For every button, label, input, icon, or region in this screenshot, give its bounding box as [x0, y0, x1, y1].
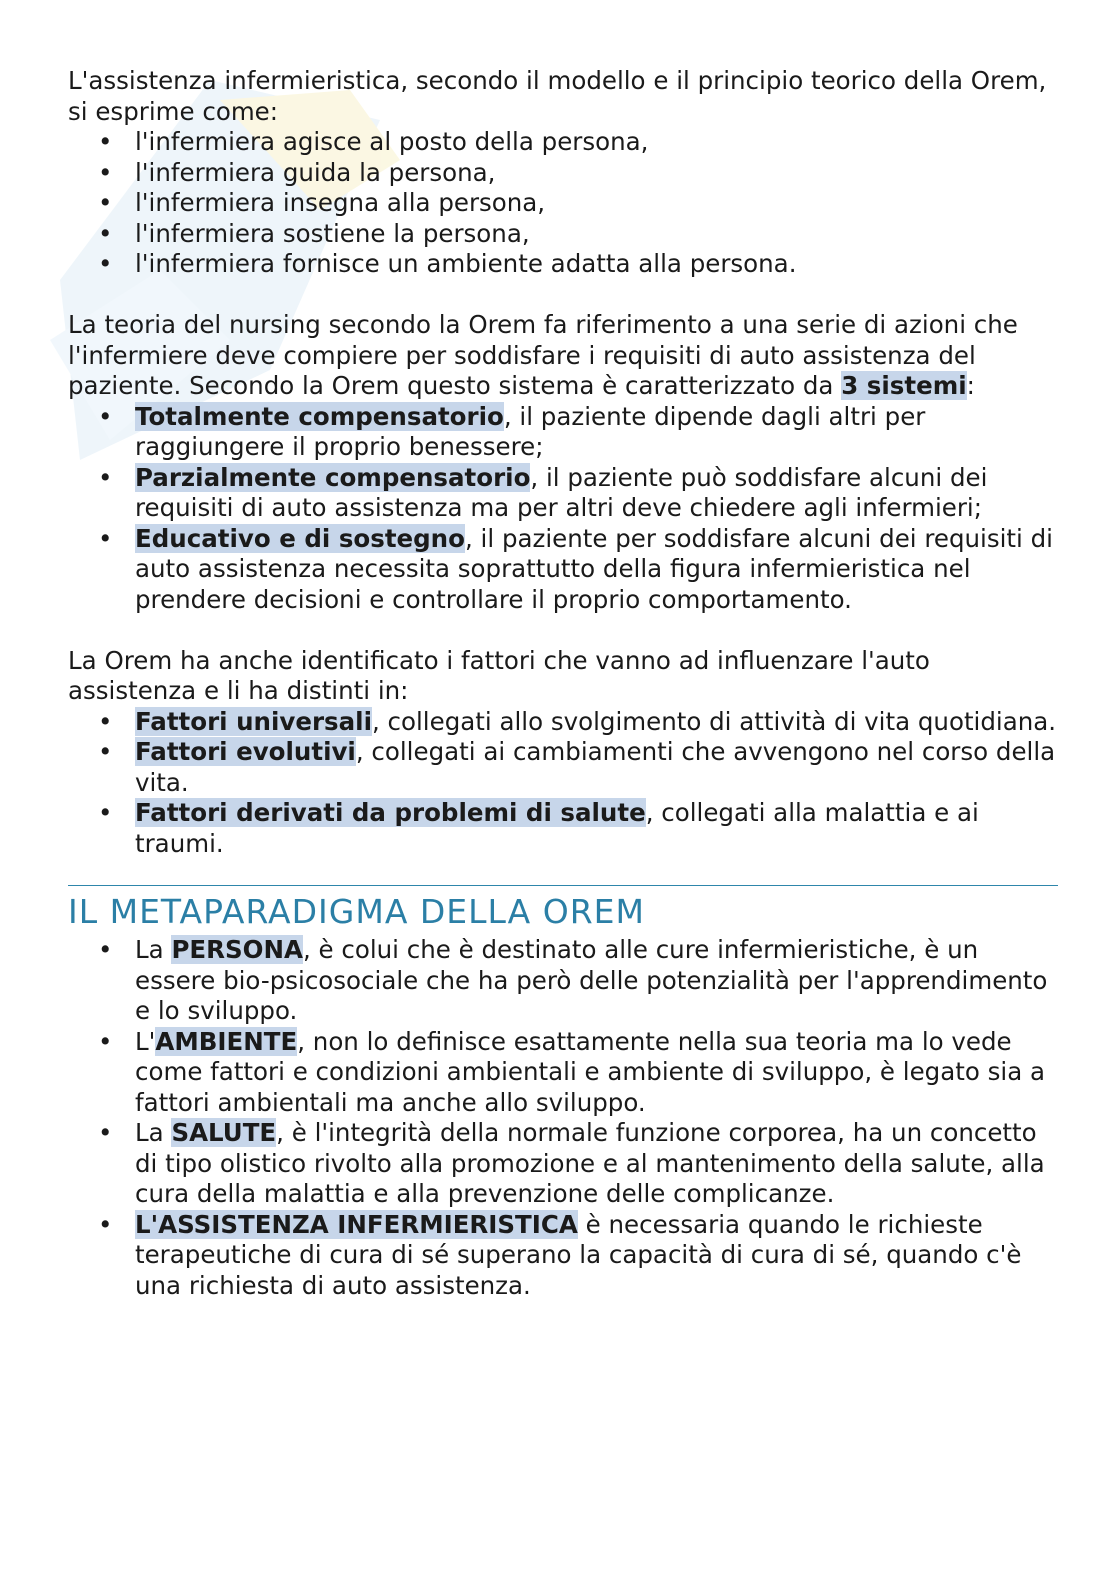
highlight-term: PERSONA [171, 935, 303, 964]
factors-list [68, 707, 1058, 860]
list-item [68, 798, 1058, 859]
highlight-term: Parzialmente compensatorio [135, 462, 531, 492]
intro-list [68, 127, 1058, 280]
item-prefix: L' [135, 1026, 156, 1056]
item-description: , non lo definisce esattamente nella sua teoria ma lo vede come fattori e condizioni ambientali e ambiente di sviluppo, è legato sia a fattori ambientali ma anche allo sviluppo. [135, 1026, 1046, 1117]
item-prefix: La [135, 935, 172, 964]
highlight-term: Fattori derivati da problemi di salute [135, 798, 646, 827]
systems-colon: : [966, 371, 975, 400]
list-item [68, 707, 1058, 738]
item-prefix: L' [135, 1209, 159, 1239]
item-description: , il paziente può soddisfare alcuni dei requisiti di auto assistenza ma per altri deve chiedere agli infermieri; [135, 462, 988, 522]
list-item [68, 737, 1058, 798]
item-description: , è colui che è destinato alle cure infermieristiche, è un essere bio-psicosociale che ha però delle potenzialità per l'apprendimento e lo sviluppo. [135, 935, 1048, 1025]
item-description: , il paziente dipende dagli altri per raggiungere il proprio benessere; [135, 401, 926, 461]
item-description: , collegati alla malattia e ai traumi. [135, 798, 979, 858]
item-description: , è l'integrità della normale funzione corporea, ha un concetto di tipo olistico rivolto alla promozione e al mantenimento della salute, alla cura della malattia e alla prevenzione delle complicanze. [135, 1118, 1045, 1208]
highlight-term: Fattori evolutivi [135, 737, 356, 766]
list-item [68, 463, 1058, 524]
metaparadigm-list [68, 935, 1058, 1301]
systems-text: La teoria del nursing secondo la Orem fa riferimento a una serie di azioni che l'infermiere deve compiere per soddisfare i requisiti di auto assistenza del paziente. Secondo la Orem questo sistema è caratterizzato da [68, 310, 1018, 400]
systems-paragraph [68, 310, 1058, 402]
list-item: • l'infermiera guida la persona, [68, 158, 1058, 189]
factors-paragraph: La Orem ha anche identificato i fattori che vanno ad influenzare l'auto assistenza e li ha distinti in: [68, 645, 930, 705]
spacer [68, 280, 1058, 311]
list-item: • l'infermiera fornisce un ambiente adatta alla persona. [68, 249, 1058, 280]
highlight-term: Totalmente compensatorio [135, 401, 504, 431]
highlight-term: SALUTE [171, 1118, 277, 1147]
highlight-term: ASSISTENZA INFERMIERISTICA [158, 1209, 578, 1239]
list-item: • l'infermiera insegna alla persona, [68, 188, 1058, 219]
systems-list [68, 402, 1058, 616]
item-description: , il paziente per soddisfare alcuni dei requisiti di auto assistenza necessita soprattutto della figura infermieristica nel prendere decisioni e controllare il proprio comportamento. [135, 523, 1053, 614]
list-item [68, 1118, 1058, 1210]
item-prefix: La [135, 1118, 172, 1147]
list-item [68, 1210, 1058, 1302]
list-item: • l'infermiera sostiene la persona, [68, 219, 1058, 250]
highlight-term: Fattori universali [135, 706, 372, 736]
intro-paragraph: L'assistenza infermieristica, secondo il modello e il principio teorico della Orem, si esprime come: [68, 66, 1047, 126]
item-description: , collegati allo svolgimento di attività di vita quotidiana. [371, 706, 1057, 736]
highlight-term: 3 sistemi [841, 371, 967, 400]
highlight-term: AMBIENTE [155, 1026, 298, 1056]
highlight-term: Educativo e di sostegno [135, 523, 465, 553]
list-item [68, 1027, 1058, 1119]
document-page [68, 66, 1058, 1301]
section-divider [68, 885, 1058, 886]
list-item [68, 935, 1058, 1027]
list-item [68, 402, 1058, 463]
section-heading: IL METAPARADIGMA DELLA OREM [68, 892, 645, 931]
spacer [68, 615, 1058, 646]
list-item [68, 524, 1058, 616]
item-description: è necessaria quando le richieste terapeutiche di cura di sé superano la capacità di cura di sé, quando c'è una richiesta di auto assistenza. [135, 1209, 1022, 1300]
list-item: • l'infermiera agisce al posto della persona, [68, 127, 1058, 158]
item-description: , collegati ai cambiamenti che avvengono nel corso della vita. [135, 737, 1056, 797]
